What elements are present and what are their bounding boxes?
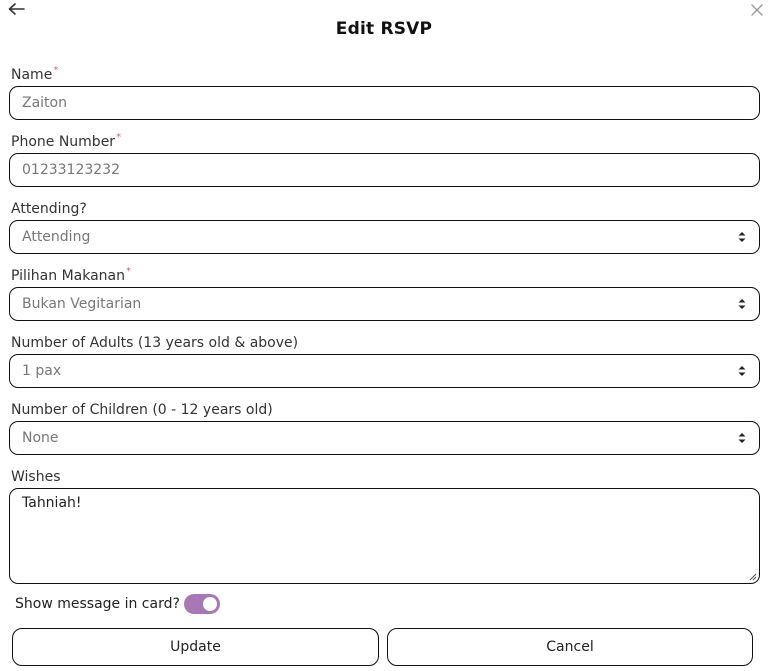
rsvp-form <box>9 64 760 595</box>
name-value: Zaiton <box>22 95 67 111</box>
phone-input[interactable] <box>9 153 760 187</box>
meal-select[interactable] <box>9 287 760 321</box>
select-arrows-icon <box>737 297 747 311</box>
children-field-group <box>9 399 760 455</box>
cancel-button[interactable]: Cancel <box>387 628 753 666</box>
show-message-toggle[interactable] <box>184 594 220 614</box>
select-arrows-icon <box>737 431 747 445</box>
update-button[interactable]: Update <box>12 628 379 666</box>
name-input[interactable] <box>9 86 760 120</box>
show-message-label: Show message in card? <box>15 596 180 612</box>
attending-select[interactable] <box>9 220 760 254</box>
attending-label: Attending? <box>11 201 87 217</box>
children-select[interactable] <box>9 421 760 455</box>
required-marker: * <box>116 132 122 143</box>
name-field-group <box>9 64 760 120</box>
wishes-value: Tahniah! <box>22 495 82 511</box>
show-message-toggle-row <box>15 594 220 614</box>
adults-select[interactable] <box>9 354 760 388</box>
phone-label: Phone Number* <box>11 132 122 150</box>
wishes-textarea[interactable] <box>9 488 760 584</box>
phone-field-group <box>9 131 760 187</box>
attending-value: Attending <box>22 229 91 245</box>
adults-value: 1 pax <box>22 363 62 379</box>
phone-value: 01233123232 <box>22 162 120 178</box>
children-value: None <box>22 430 59 446</box>
attending-field-group <box>9 198 760 254</box>
select-arrows-icon <box>737 364 747 378</box>
toggle-knob <box>203 597 217 611</box>
name-label: Name* <box>11 65 59 83</box>
required-marker: * <box>53 65 59 76</box>
meal-value: Bukan Vegitarian <box>22 296 142 312</box>
children-label: Number of Children (0 - 12 years old) <box>11 402 273 418</box>
meal-field-group <box>9 265 760 321</box>
resize-handle-icon[interactable] <box>747 571 757 581</box>
wishes-label: Wishes <box>11 469 61 485</box>
wishes-field-group <box>9 466 760 584</box>
required-marker: * <box>126 266 132 277</box>
meal-label: Pilihan Makanan* <box>11 266 132 284</box>
adults-label: Number of Adults (13 years old & above) <box>11 335 299 351</box>
adults-field-group <box>9 332 760 388</box>
select-arrows-icon <box>737 230 747 244</box>
dialog-title: Edit RSVP <box>335 19 433 39</box>
